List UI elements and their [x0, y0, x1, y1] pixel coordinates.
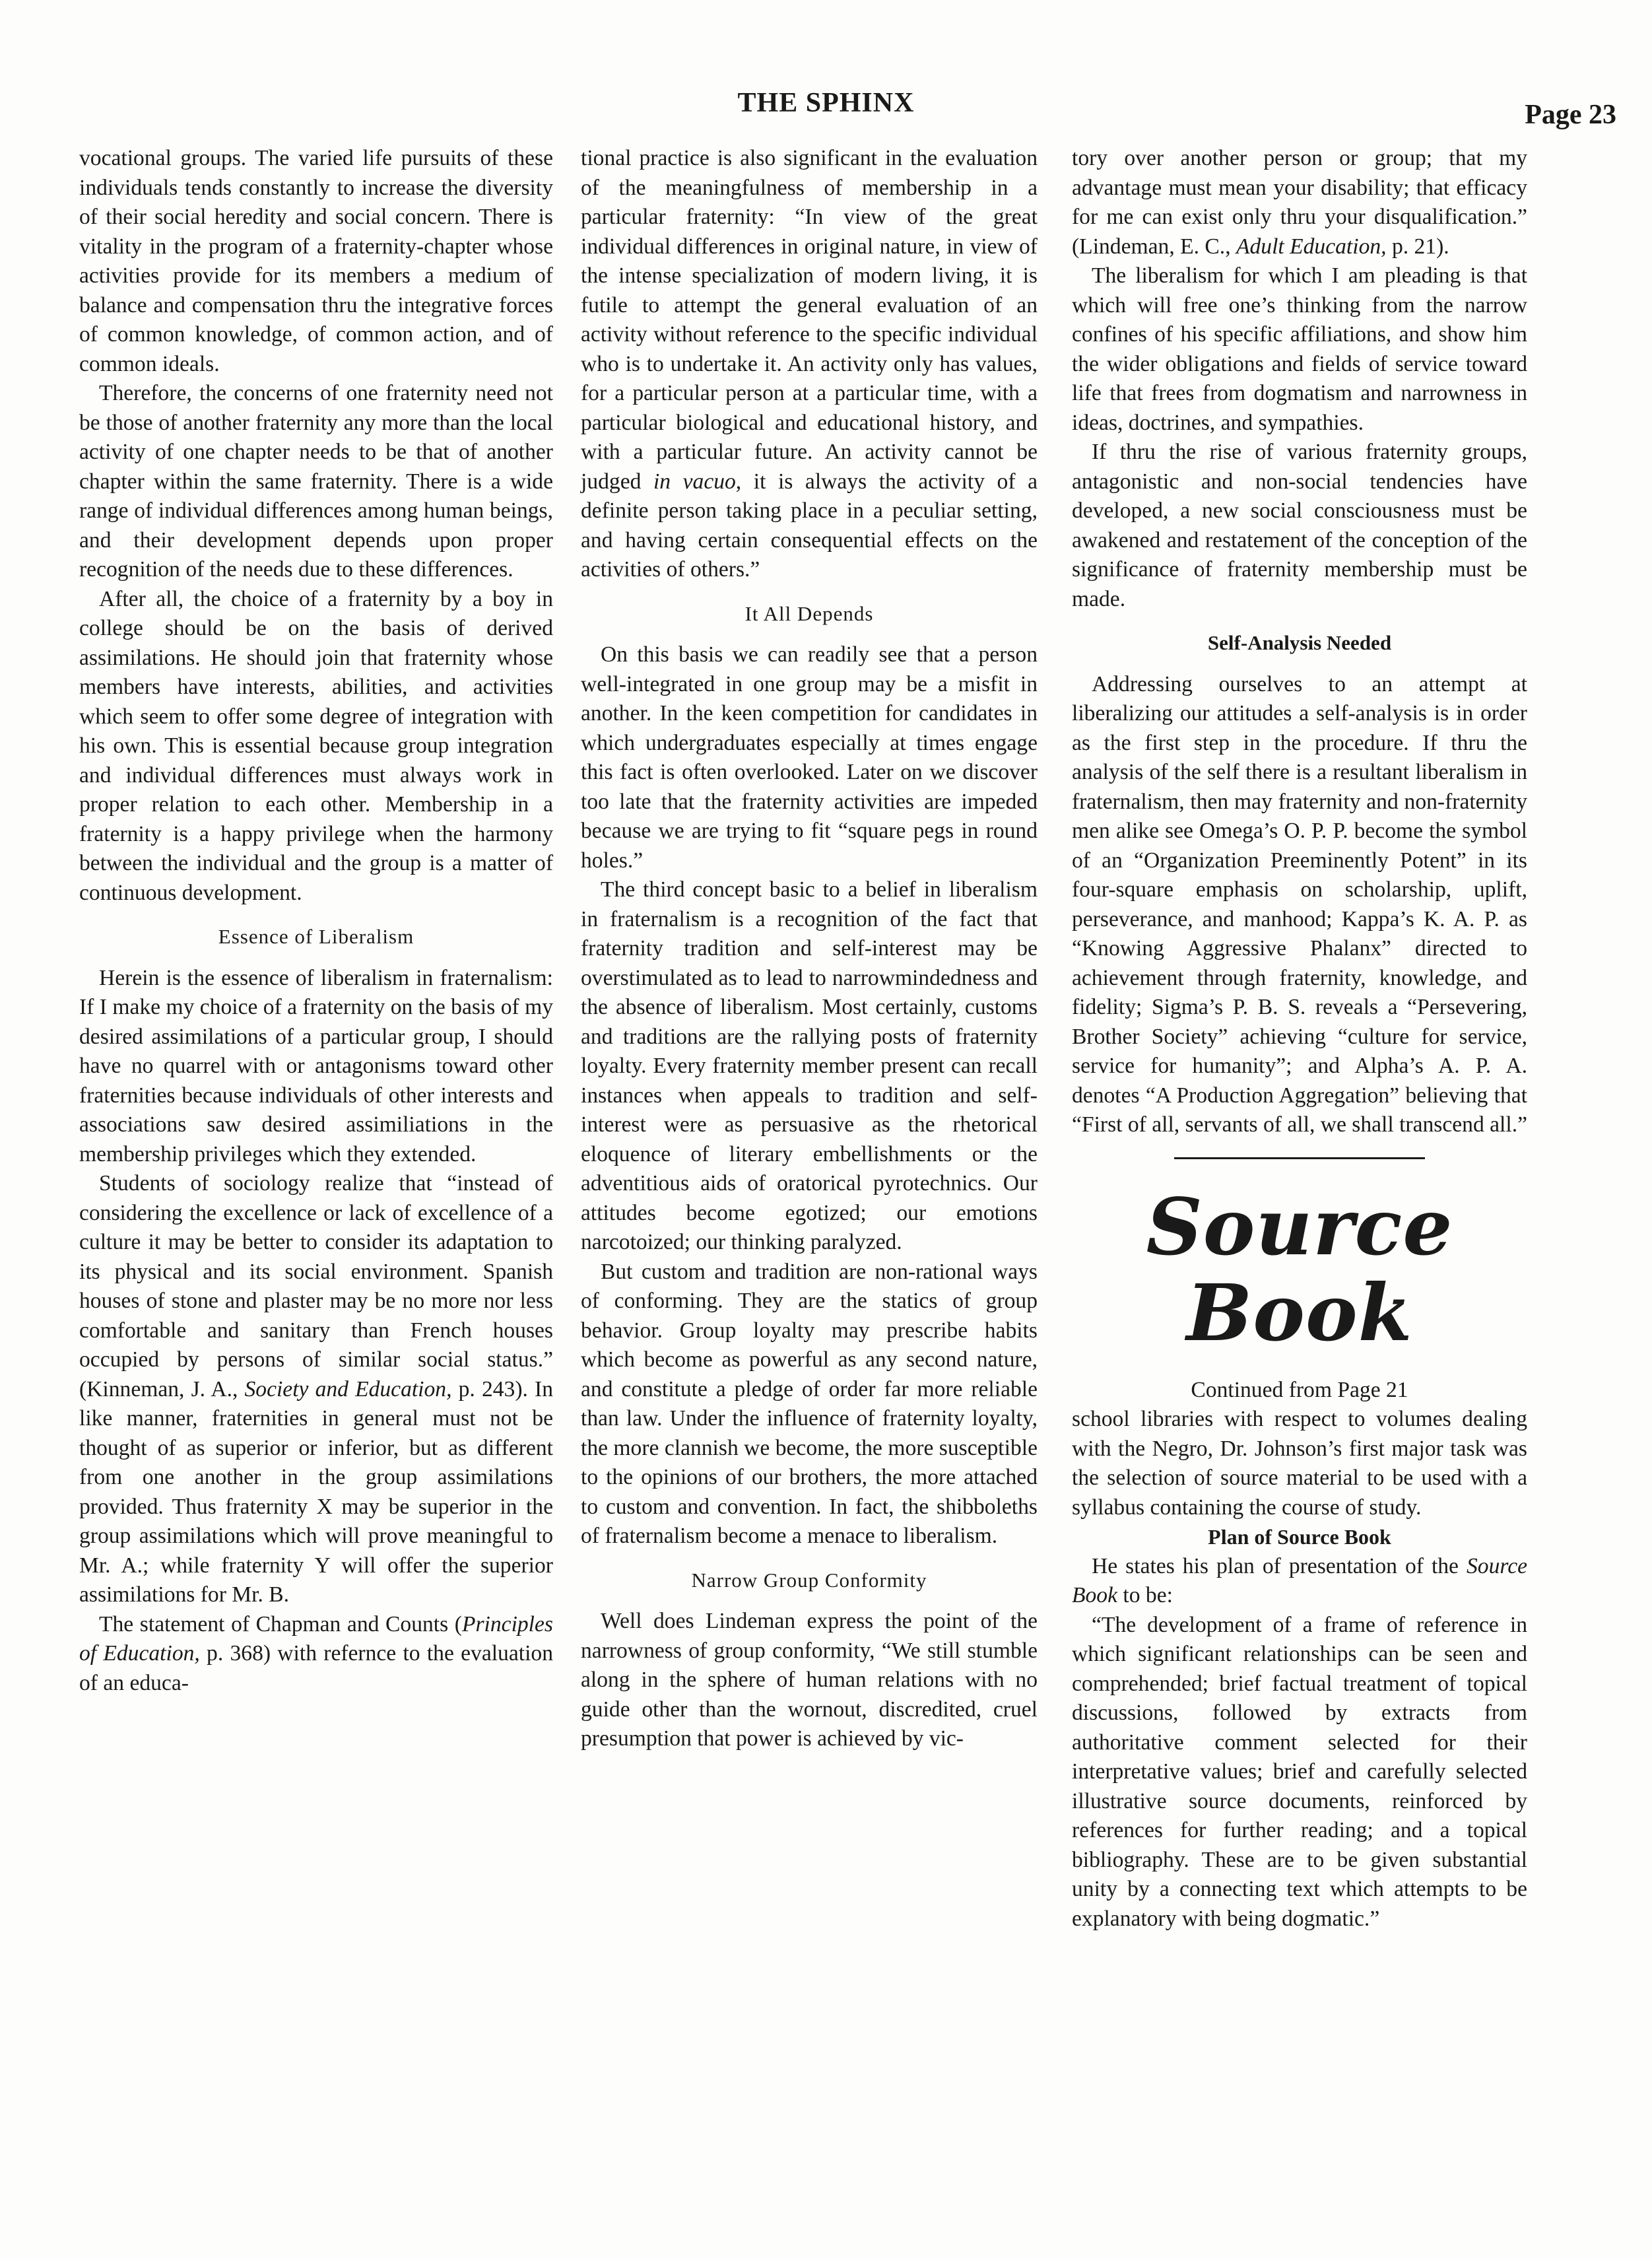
page-number: Page 23 — [1525, 100, 1616, 130]
latin-phrase: in vacuo, — [653, 469, 742, 494]
paragraph: school libraries with respect to volumes dealing with the Negro, Dr. Johnson’s first major task was the selection of source material to be used with a syllabus containing the course of study. — [1072, 1407, 1527, 1520]
book-title: Source Book — [1072, 1553, 1527, 1607]
continued-note: Continued from Page 21 — [1191, 1377, 1408, 1402]
paragraph: On this basis we can readily see that a person well-integrated in one group may be a misfit in another. In the keen competition for candidates in which undergraduates especially at times engage this fact is often overlooked. Later on we discover too late that the fraternity activities are impeded because we are trying to fit “square pegs in round holes.” — [581, 642, 1038, 873]
paragraph — [79, 1610, 553, 1699]
masthead: THE SPHINX — [737, 88, 915, 118]
divider-rule — [1174, 1157, 1425, 1159]
paragraph — [581, 144, 1038, 585]
text-run: He states his plan of presentation of the — [1092, 1553, 1467, 1578]
column-1 — [79, 144, 553, 1698]
paragraph: Addressing ourselves to an attempt at liberalizing our attitudes a self-analysis is in order as the first step in the procedure. If thru the analysis of the self there is a resultant liberalism in fraternalism, then may fraternity and non-fraternity men alike see Omega’s O. P. P. become the symbol of an “Organization Preeminently Potent” in its four-square emphasis on scholarship, uplift, perseverance, and manhood; Kappa’s K. A. P. as “Knowing Aggressive Phalanx” directed to achievement through fraternity, knowledge, and fidelity; Sigma’s P. B. S. reveals a “Persevering, Brother Society” achieving “culture for service, service for humanity”; and Alpha’s A. P. A. denotes “A Production Aggregation” believing that “First of all, servants of all, we shall transcend all.” — [1072, 671, 1528, 1137]
paragraph — [79, 1169, 553, 1610]
paragraph: But custom and tradition are non-rational ways of conforming. They are the statics of group behavior. Group loyalty may prescribe habits which become as powerful as any second nature, and constitute a pledge of order far more reliable than law. Under the influence of fraternity loyalty, the more clannish we become, the more susceptible to the opinions of our brothers, the more attached to custom and convention. In fact, the shibboleths of fraternalism become a menace to liberalism. — [581, 1259, 1038, 1548]
paragraph: The third concept basic to a belief in liberalism in fraternalism is a recognition of the fact that fraternity tradition and self-interest may be overstimulated as to lead to narrowmindedness and the absence of liberalism. Most certainly, customs and traditions are the rallying posts of fraternity loyalty. Every fraternity member present can recall instances when appeals to tradition and self-interest were as persuasive as the rhetorical eloquence of literary embellishments or the adventitious aids of oratorical pyrotechnics. Our attitudes become egotized; our emotions narcotoized; our thinking paralyzed. — [581, 877, 1038, 1254]
text-run: tional practice is also significant in the evaluation of the meaningfulness of membership in a particular fraternity: “In view of the great individual differences in original nature, in view of the intense specialization of modern living, it is futile to attempt the general evaluation of an activity without reference to the specific individual who is to undertake it. An activity only has values, for a particular person at a particular time, with a particular biological and educational history, and with a particular future. An activity cannot be judged — [581, 146, 1038, 494]
text-run: tory over another person or group; that my advantage must mean your disability; that efficacy for me can exist only thru your disqualification.” (Lindeman, E. C., — [1072, 146, 1527, 259]
column-3 — [1072, 144, 1527, 1934]
text-run: p. 368) with refernce to the evaluation of an educa- — [79, 1641, 553, 1695]
text-run: it is always the activity of a definite person taking place in a peculiar setting, and having certain consequential effects on the activities of others.” — [581, 469, 1038, 582]
paragraph: The liberalism for which I am pleading is that which will free one’s thinking from the narrow confines of his specific affiliations, and show him the wider obligations and fields of service toward life that frees from dogmatism and narrowness in ideas, doctrines, and sympathies. — [1072, 263, 1527, 435]
section-heading: Self-Analysis Needed — [1207, 631, 1392, 654]
text-run: to be: — [1117, 1583, 1173, 1607]
paragraph: Herein is the essence of liberalism in fraternalism: If I make my choice of a fraternity on the basis of my desired assimilations of a particular group, I should have no quarrel with or antagonisms toward other fraternities because individuals of other interests and associations saw desired assimiliations in the membership privileges which they extended. — [79, 965, 553, 1166]
subheading: Plan of Source Book — [1208, 1525, 1391, 1549]
paragraph: vocational groups. The varied life pursuits of these individuals tends constantly to increase the diversity of their social heredity and social concern. There is vitality in the program of a fraternity-chapter whose activities provide for its members a medium of balance and compensation thru the integrative forces of common knowledge, of common action, and of common ideals. — [79, 146, 553, 376]
section-heading: Essence of Liberalism — [218, 925, 414, 948]
paragraph: After all, the choice of a fraternity by a boy in college should be on the basis of derived assimilations. He should join that fraternity whose members have interests, abilities, and activities which seem to offer some degree of integration with his own. This is essential because group integration and individual differences must always work in proper relation to each other. Membership in a fraternity is a happy privilege when the harmony between the individual and the group is a matter of continuous development. — [79, 586, 553, 905]
paragraph: “The development of a frame of reference in which significant relationships can be seen and comprehended; brief factual treatment of topical discussions, followed by extracts from authoritative comment selected for their interpretative values; brief and carefully selected illustrative source documents, reinforced by references for further reading; and a topical bibliography. These are to be given substantial unity by a connecting text which attempts to be explanatory with being dogmatic.” — [1072, 1612, 1527, 1931]
text-run: Students of sociology realize that “instead of considering the excellence or lack of excellence of a culture it may be better to consider its adaptation to its physical and its social environment. Spanish houses of stone and plaster may be no more nor less comfortable and sanitary than French houses occupied by persons of similar social status.” (Kinneman, J. A., — [79, 1171, 553, 1401]
source-book-banner: Source Book — [1146, 1180, 1453, 1359]
paragraph: Well does Lindeman express the point of the narrowness of group conformity, “We still stumble along in the sphere of human relations with no guide other than the wornout, discredited, cruel presumption that power is achieved by vic- — [581, 1609, 1038, 1751]
text-run: The statement of Chapman and Counts ( — [99, 1611, 462, 1637]
section-heading: It All Depends — [744, 601, 874, 625]
citation-title: Principles of Education, — [79, 1611, 553, 1666]
citation-title: Adult Education, — [1236, 234, 1387, 259]
column-2 — [581, 144, 1038, 1754]
paragraph — [1072, 1552, 1527, 1611]
citation-title: Society and Education, — [244, 1376, 452, 1401]
text-run: p. 21). — [1386, 234, 1449, 259]
section-heading: Narrow Group Conformity — [691, 1568, 927, 1592]
paragraph: If thru the rise of various fraternity groups, antagonistic and non-social tendencies have developed, a new social consciousness must be awakened and restatement of the conception of the significance of fraternity membership must be made. — [1072, 440, 1527, 611]
paragraph: Therefore, the concerns of one fraternity need not be those of another fraternity any more than the local activity of one chapter needs to be that of another chapter within the same fraternity. There is a wide range of individual differences among human beings, and their development depends upon proper recognition of the needs due to these differences. — [79, 381, 553, 582]
text-run: p. 243). In like manner, fraternities in general must not be thought of as superior or inferior, but as different from one another in the group assimilations provided. Thus fraternity X may be superior in the group assimilations which will prove meaningful to Mr. A.; while fraternity Y will offer the superior assimilations for Mr. B. — [79, 1376, 553, 1607]
paragraph — [1072, 144, 1527, 261]
